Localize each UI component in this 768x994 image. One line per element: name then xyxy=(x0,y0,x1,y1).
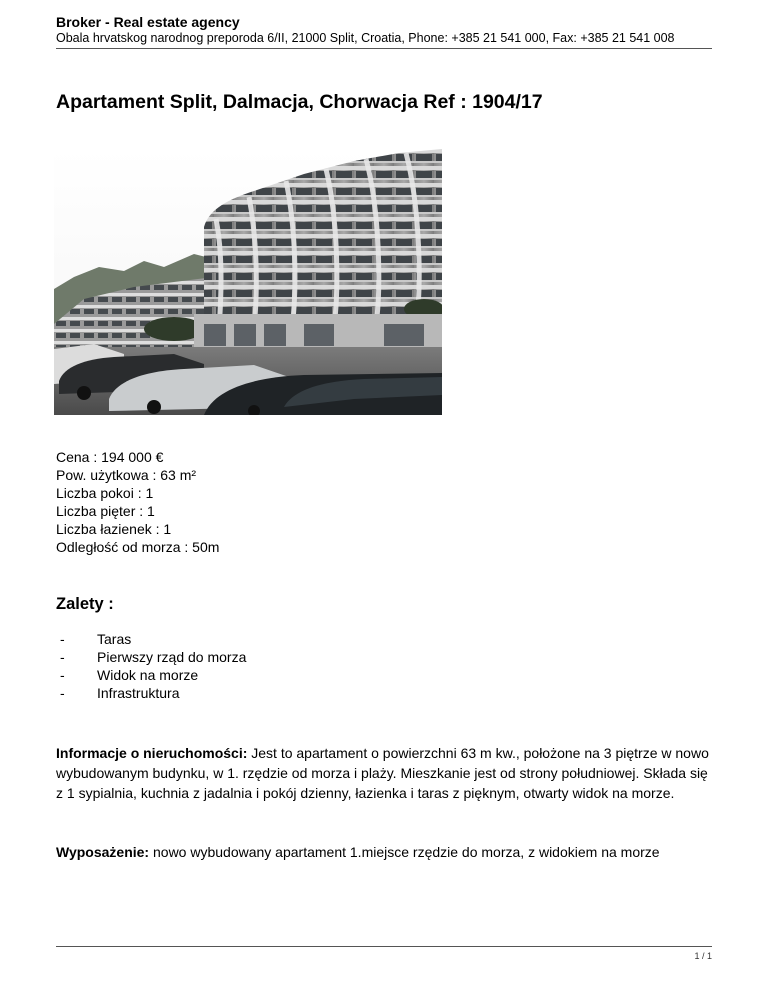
property-information xyxy=(56,743,716,803)
advantages-list xyxy=(56,630,246,702)
spec-sea-distance: Odległość od morza : 50m xyxy=(56,539,220,555)
equipment-text: nowo wybudowany apartament 1.miejsce rzędzie do morza, z widokiem na morze xyxy=(149,844,660,860)
list-item-label: Infrastruktura xyxy=(97,685,180,701)
property-photo xyxy=(54,149,442,415)
document-header xyxy=(56,14,712,46)
listing-title: Apartament Split, Dalmacja, Chorwacja Ref : 1904/17 xyxy=(56,91,543,113)
equipment-label: Wyposażenie: xyxy=(56,844,150,860)
list-item xyxy=(56,648,246,666)
property-information-label: Informacje o nieruchomości: xyxy=(56,745,248,761)
spec-rooms: Liczba pokoi : 1 xyxy=(56,485,154,501)
list-item xyxy=(56,630,246,648)
page-number: 1 / 1 xyxy=(694,951,712,961)
list-bullet: - xyxy=(60,685,65,701)
equipment-section xyxy=(56,842,716,862)
company-name: Broker - Real estate agency xyxy=(56,14,240,30)
spec-floors: Liczba pięter : 1 xyxy=(56,503,155,519)
spec-price: Cena : 194 000 € xyxy=(56,449,164,465)
footer-divider xyxy=(56,946,712,947)
list-item-label: Pierwszy rząd do morza xyxy=(97,649,247,665)
property-specs xyxy=(56,448,219,556)
list-bullet: - xyxy=(60,667,65,683)
list-bullet: - xyxy=(60,649,65,665)
company-address: Obala hrvatskog narodnog preporoda 6/II, 21000 Split, Croatia, Phone: +385 21 541 000, Fax: +385 21 541 008 xyxy=(56,31,675,45)
advantages-heading: Zalety : xyxy=(56,595,114,613)
list-bullet: - xyxy=(60,631,65,647)
property-information-text: Jest to apartament o powierzchni 63 m kw., położone na 3 piętrze w nowo wybudowanym budynku, w 1. rzędzie od morza i plaży. Mieszkanie jest od strony południowej. Składa się z 1 sypialnia, kuchnia z jadalnia i pokój dzienny, łazienka i taras z pięknym, otwarty widok na morze. xyxy=(56,745,709,801)
list-item-label: Taras xyxy=(97,631,132,647)
header-divider xyxy=(56,48,712,49)
list-item xyxy=(56,666,246,684)
spec-area: Pow. użytkowa : 63 m² xyxy=(56,467,197,483)
spec-bathrooms: Liczba łazienek : 1 xyxy=(56,521,172,537)
list-item xyxy=(56,684,246,702)
list-item-label: Widok na morze xyxy=(97,667,199,683)
building-photo-icon xyxy=(54,149,442,415)
